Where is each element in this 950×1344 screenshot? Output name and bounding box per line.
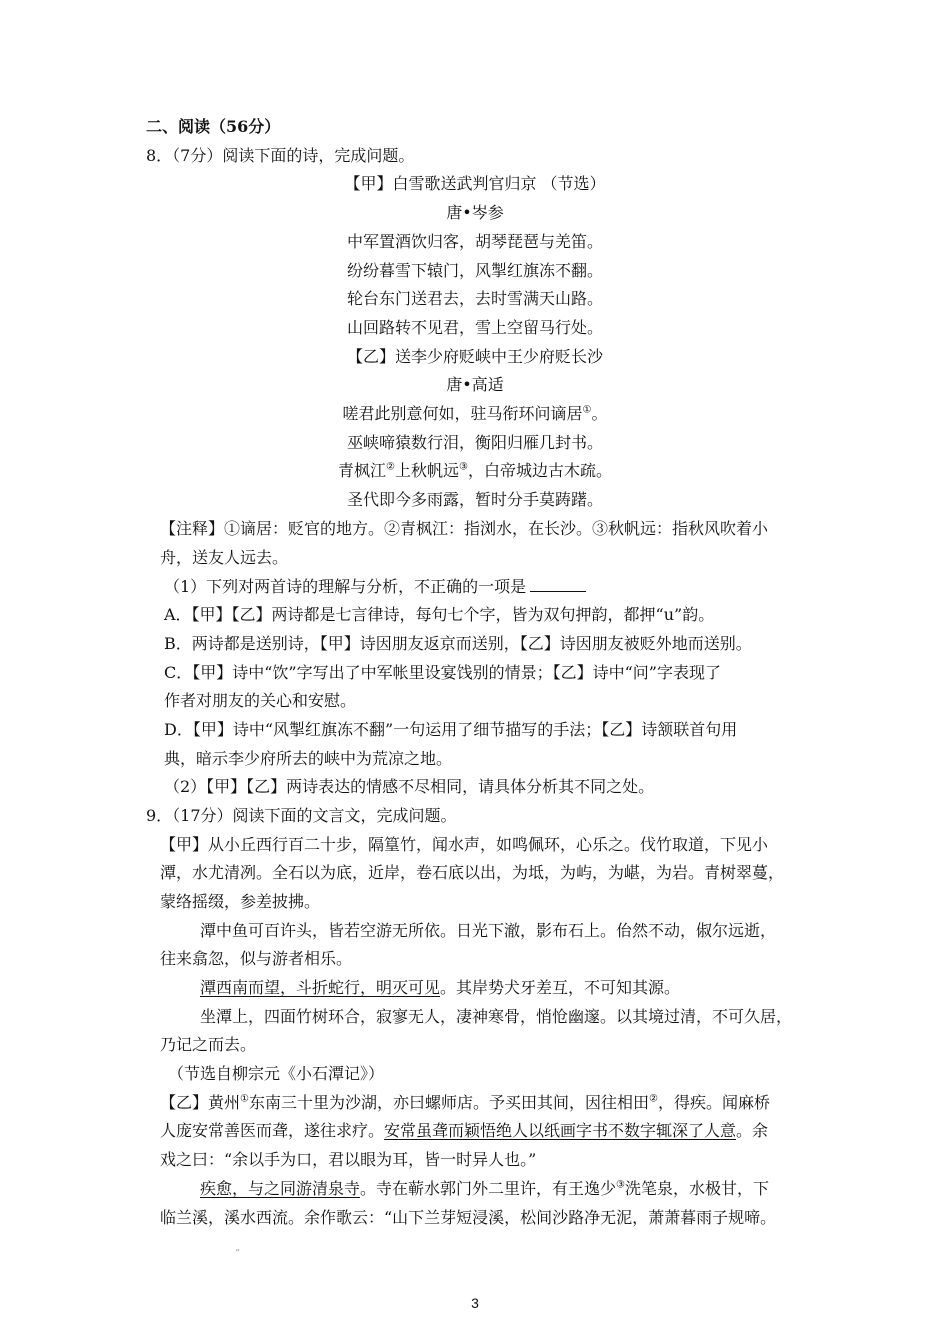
underlined-sentence: 安常虽聋而颖悟绝人以纸画字书不数字辄深了人意 bbox=[384, 1121, 737, 1140]
question-8-intro: 8．（7分）阅读下面的诗，完成问题。 bbox=[146, 146, 415, 165]
option-c: C．【甲】诗中“饮”字写出了中军帐里设宴饯别的情景；【乙】诗中“问”字表现了 bbox=[164, 663, 721, 682]
option-b: B．两诗都是送别诗，【甲】诗因朋友返京而送别，【乙】诗因朋友被贬外地而送别。 bbox=[164, 634, 752, 653]
sub-question-1: （1）下列对两首诗的理解与分析，不正确的一项是 bbox=[164, 576, 586, 598]
poem-a-line: 山回路转不见君，雪上空留马行处。 bbox=[346, 318, 603, 337]
passage-b-line: 临兰溪，溪水西流。余作歌云：“山下兰芽短浸溪，松间沙路净无泥，萧萧暮雨子规啼。 bbox=[160, 1208, 777, 1227]
sub-question-2: （2）【甲】【乙】两诗表达的情感不尽相同，请具体分析其不同之处。 bbox=[164, 777, 655, 796]
passage-a-line: 乃记之而去。 bbox=[160, 1035, 257, 1054]
passage-a-line: 潭中鱼可百许头，皆若空游无所依。日光下澈，影布石上。佁然不动，俶尔远逝， bbox=[200, 921, 777, 940]
footnote-marker: ③ bbox=[616, 1179, 625, 1191]
passage-a-line: 往来翕忽，似与游者相乐。 bbox=[160, 949, 353, 968]
passage-a-line: 潭西南而望，斗折蛇行，明灭可见。其岸势犬牙差互，不可知其源。 bbox=[200, 978, 681, 997]
footnote-marker: ② bbox=[386, 461, 395, 473]
annotation-note: 舟，送友人远去。 bbox=[160, 548, 289, 567]
poem-b-line: 青枫江②上秋帆远③，白帝城边古木疏。 bbox=[338, 461, 612, 480]
passage-a-source: （节选自柳宗元《小石潭记》） bbox=[168, 1064, 385, 1083]
poem-a-line: 纷纷暮雪下辕门，风掣红旗冻不翻。 bbox=[346, 261, 603, 280]
underlined-sentence: 潭西南而望，斗折蛇行，明灭可见 bbox=[200, 978, 441, 997]
poem-b-line: 嗟君此别意何如，驻马衔环问谪居①。 bbox=[342, 404, 608, 423]
option-d-cont: 典，暗示李少府所去的峡中为荒凉之地。 bbox=[164, 749, 453, 768]
section-title: 二、阅读（56分） bbox=[146, 117, 281, 136]
poem-a-line: 轮台东门送君去，去时雪满天山路。 bbox=[346, 289, 603, 308]
annotation-note: 【注释】①谪居：贬官的地方。②青枫江：指浏水，在长沙。③秋帆远：指秋风吹着小 bbox=[160, 519, 769, 538]
passage-a-line: 坐潭上，四面竹树环合，寂寥无人，凄神寒骨，悄怆幽邃。以其境过清，不可久居， bbox=[200, 1007, 793, 1026]
poem-a-author: 唐•岑参 bbox=[446, 203, 504, 222]
answer-blank[interactable] bbox=[530, 577, 586, 592]
poem-b-line: 巫峡啼猿数行泪，衡阳归雁几封书。 bbox=[346, 433, 603, 452]
passage-b-line: 戏之曰：“余以手为口，君以眼为耳，皆一时异人也。” bbox=[160, 1150, 537, 1169]
poem-b-title: 【乙】送李少府贬峡中王少府贬长沙 bbox=[346, 347, 603, 366]
passage-a-line: 潭，水尤清冽。全石以为底，近岸，卷石底以出，为坻，为屿，为嵁，为岩。青树翠蔓， bbox=[160, 863, 785, 882]
footnote-marker: ③ bbox=[459, 461, 468, 473]
poem-b-author: 唐•高适 bbox=[446, 375, 504, 394]
passage-a-line: 【甲】从小丘西行百二十步，隔篁竹，闻水声，如鸣佩环，心乐之。伐竹取道，下见小 bbox=[160, 835, 769, 854]
stray-mark: ˶ bbox=[236, 1244, 240, 1255]
poem-b-line: 圣代即今多雨露，暂时分手莫踌躇。 bbox=[346, 490, 603, 509]
poem-a-title: 【甲】白雪歌送武判官归京 （节选） bbox=[344, 174, 606, 193]
footnote-marker: ① bbox=[240, 1093, 249, 1105]
poem-a-line: 中军置酒饮归客，胡琴琵琶与羌笛。 bbox=[346, 232, 603, 251]
footnote-marker: ② bbox=[649, 1093, 658, 1105]
page-number: 3 bbox=[471, 1295, 479, 1311]
passage-b-line: 【乙】黄州①东南三十里为沙湖，亦曰螺师店。予买田其间，因往相田②，得疾。闻麻桥 bbox=[160, 1093, 770, 1112]
option-a: A．【甲】【乙】两诗都是七言律诗，每句七个字，皆为双句押韵，都押“u”韵。 bbox=[164, 605, 715, 624]
footnote-marker: ① bbox=[582, 404, 592, 416]
passage-b-line: 疾愈，与之同游清泉寺。寺在蕲水郭门外二里许，有王逸少③洗笔泉，水极甘，下 bbox=[200, 1179, 770, 1198]
question-9-intro: 9．（17分）阅读下面的文言文，完成问题。 bbox=[146, 806, 457, 825]
option-d: D．【甲】诗中“风掣红旗冻不翻”一句运用了细节描写的手法；【乙】诗颔联首句用 bbox=[164, 720, 738, 739]
underlined-sentence: 疾愈，与之同游清泉寺 bbox=[200, 1179, 361, 1198]
passage-a-line: 蒙络摇缀，参差披拂。 bbox=[160, 892, 321, 911]
passage-b-line: 人庞安常善医而聋，遂往求疗。安常虽聋而颖悟绝人以纸画字书不数字辄深了人意。余 bbox=[160, 1121, 769, 1140]
option-c-cont: 作者对朋友的关心和安慰。 bbox=[164, 691, 357, 710]
